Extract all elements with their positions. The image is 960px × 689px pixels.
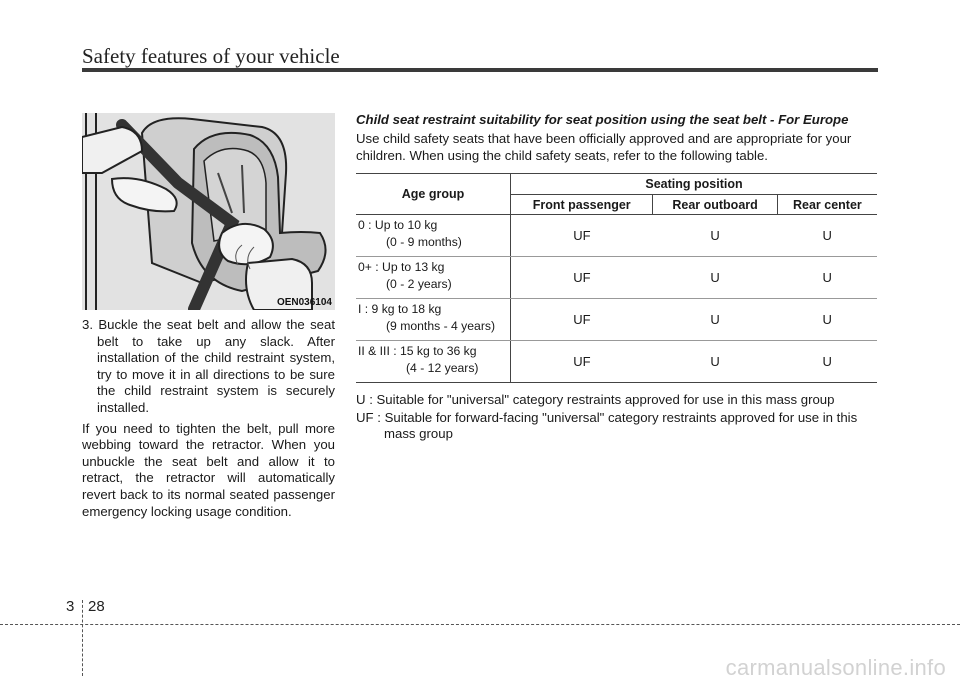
page-header-title: Safety features of your vehicle (82, 44, 340, 68)
value-rear-center: U (777, 257, 877, 299)
value-rear-outboard: U (653, 257, 777, 299)
value-front-passenger: UF (511, 215, 653, 257)
value-rear-outboard: U (653, 299, 777, 341)
section-number: 3 (66, 598, 75, 615)
step-3: 3. Buckle the seat belt and allow the seat belt to take up any slack. After installation of the child restraint system, try to move it in all directions to be sure the child restraint system is securely installed. (82, 317, 335, 415)
value-rear-center: U (777, 215, 877, 257)
value-front-passenger: UF (573, 354, 591, 370)
column-header-rear-outboard: Rear outboard (653, 195, 777, 215)
left-column-text (82, 317, 335, 520)
table-row (356, 257, 877, 299)
age-cell: I : 9 kg to 18 kg (9 months - 4 years) (356, 299, 511, 341)
value-rear-outboard: U (710, 354, 720, 370)
column-header-front-passenger: Front passenger (511, 195, 653, 215)
value-front-passenger: UF (511, 257, 653, 299)
value-front-passenger: UF (511, 299, 653, 341)
note-universal: U : Suitable for "universal" category restraints approved for use in this mass group (356, 392, 835, 408)
table-row (356, 215, 877, 257)
footer-dashed-rule (0, 624, 960, 625)
page-number: 28 (88, 598, 105, 615)
value-rear-center: U (777, 299, 877, 341)
section-heading: Child seat restraint suitability for seat position using the seat belt - For Europe (356, 112, 849, 127)
child-seat-illustration (82, 113, 335, 310)
right-column (356, 112, 878, 444)
age-cell: 0+ : Up to 13 kg (0 - 2 years) (356, 257, 511, 299)
footer-dashed-divider (82, 600, 83, 676)
age-cell: II & III : 15 kg to 36 kg (4 - 12 years) (356, 341, 511, 383)
header-rule (82, 68, 878, 72)
figure-code: OEN036104 (276, 297, 332, 308)
age-group-header: Age group (356, 174, 511, 215)
illustration-child-seat-buckle (82, 113, 335, 310)
table-row (356, 341, 877, 383)
tighten-belt-paragraph: If you need to tighten the belt, pull more webbing toward the retractor. When you unbuckle the seat belt and allow it to retract, the retractor will automatically revert back to its normal seated passenger emergency locking usage condition. (82, 420, 335, 519)
legend-notes (356, 392, 878, 443)
note-forward-facing: UF : Suitable for forward-facing "universal" category restraints approved for use in this mass group (356, 409, 858, 442)
watermark: carmanualsonline.info (725, 655, 946, 680)
age-cell: 0 : Up to 10 kg (0 - 9 months) (356, 215, 511, 257)
table-row (356, 299, 877, 341)
seating-position-header: Seating position (511, 174, 878, 195)
value-rear-outboard: U (653, 215, 777, 257)
column-header-rear-center: Rear center (777, 195, 877, 215)
value-rear-center: U (822, 354, 832, 370)
intro-paragraph: Use child safety seats that have been officially approved and are appropriate for your children. When using the child safety seats, refer to the following table. (356, 131, 852, 163)
suitability-table (356, 173, 877, 383)
